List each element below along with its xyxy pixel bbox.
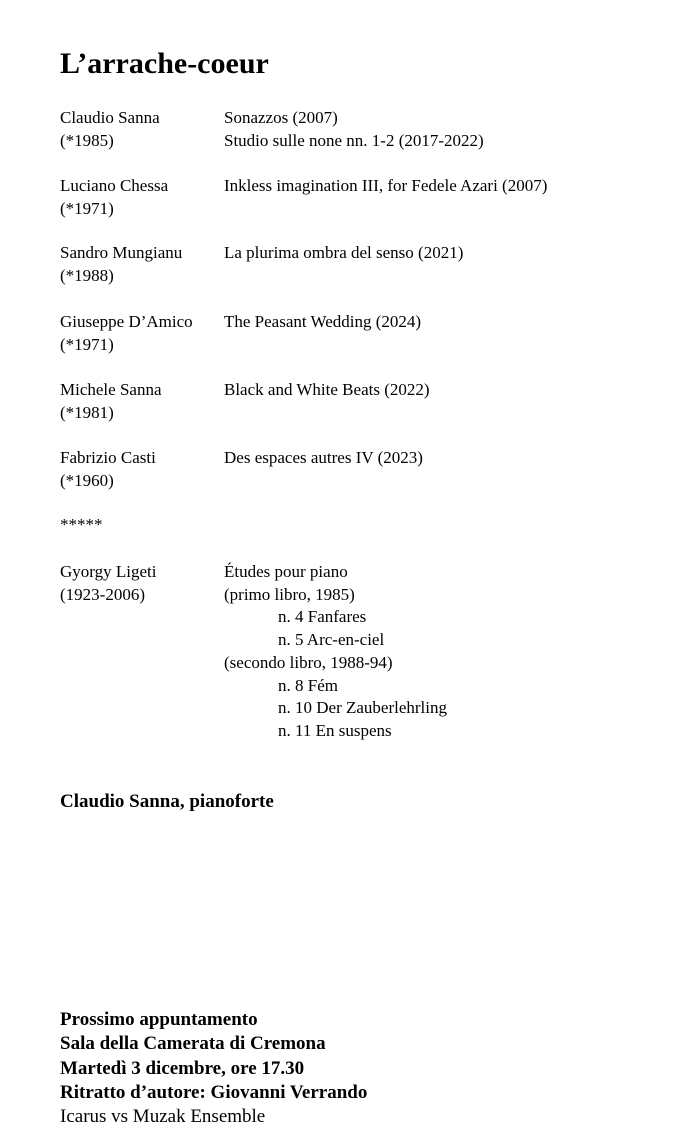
works-cell	[224, 311, 664, 334]
composer-name: Michele Sanna	[60, 380, 162, 399]
etude-item: n. 10 Der Zauberlehrling	[278, 698, 447, 718]
section-separator: *****	[60, 515, 103, 534]
work-title: Black and White Beats (2022)	[224, 380, 430, 399]
book-heading: (primo libro, 1985)	[224, 584, 355, 604]
composer-dates: (*1981)	[60, 402, 114, 422]
works-cell	[224, 379, 664, 402]
composer-name: Gyorgy Ligeti	[60, 562, 157, 581]
work-title: La plurima ombra del senso (2021)	[224, 243, 464, 262]
works-cell	[224, 242, 664, 265]
next-event-datetime: Martedì 3 dicembre, ore 17.30	[60, 1057, 305, 1079]
composer-name: Claudio Sanna	[60, 108, 160, 127]
composer-name: Fabrizio Casti	[60, 448, 156, 467]
book-heading: (secondo libro, 1988-94)	[224, 652, 393, 672]
etude-item: n. 8 Fém	[278, 675, 338, 695]
etude-item: n. 5 Arc-en-ciel	[278, 630, 385, 650]
works-cell	[224, 175, 664, 198]
composer-cell	[60, 561, 220, 606]
composer-name: Luciano Chessa	[60, 176, 169, 195]
next-event-portrait: Ritratto d’autore: Giovanni Verrando	[60, 1081, 368, 1103]
etude-item: n. 4 Fanfares	[278, 607, 367, 627]
composer-cell	[60, 447, 220, 492]
work-title: Des espaces autres IV (2023)	[224, 448, 423, 467]
composer-name: Sandro Mungianu	[60, 243, 183, 262]
composer-dates: (*1988)	[60, 265, 114, 285]
next-event-venue: Sala della Camerata di Cremona	[60, 1033, 326, 1055]
composer-cell	[60, 175, 220, 220]
page-title: L’arrache-coeur	[60, 47, 269, 80]
works-cell	[224, 561, 664, 743]
composer-dates: (*1960)	[60, 470, 114, 490]
next-event-ensemble: Icarus vs Muzak Ensemble	[60, 1106, 266, 1128]
work-title: Inkless imagination III, for Fedele Azari (2007)	[224, 176, 548, 195]
composer-cell	[60, 107, 220, 152]
etude-item: n. 11 En suspens	[278, 720, 392, 740]
composer-dates: (*1985)	[60, 130, 114, 150]
composer-cell	[60, 311, 220, 356]
work-title: Sonazzos (2007)	[224, 108, 338, 127]
performer-credit: Claudio Sanna, pianoforte	[60, 791, 274, 812]
composer-cell	[60, 242, 220, 287]
next-event-heading: Prossimo appuntamento	[60, 1009, 258, 1030]
work-title: The Peasant Wedding (2024)	[224, 312, 422, 331]
composer-dates: (*1971)	[60, 198, 114, 218]
works-cell	[224, 107, 664, 152]
work-title: Études pour piano	[224, 562, 348, 581]
works-cell	[224, 447, 664, 470]
composer-dates: (*1971)	[60, 334, 114, 354]
composer-dates: (1923-2006)	[60, 584, 145, 604]
composer-name: Giuseppe D’Amico	[60, 312, 193, 331]
next-event	[60, 1008, 367, 1129]
composer-cell	[60, 379, 220, 424]
work-title: Studio sulle none nn. 1-2 (2017-2022)	[224, 130, 484, 150]
